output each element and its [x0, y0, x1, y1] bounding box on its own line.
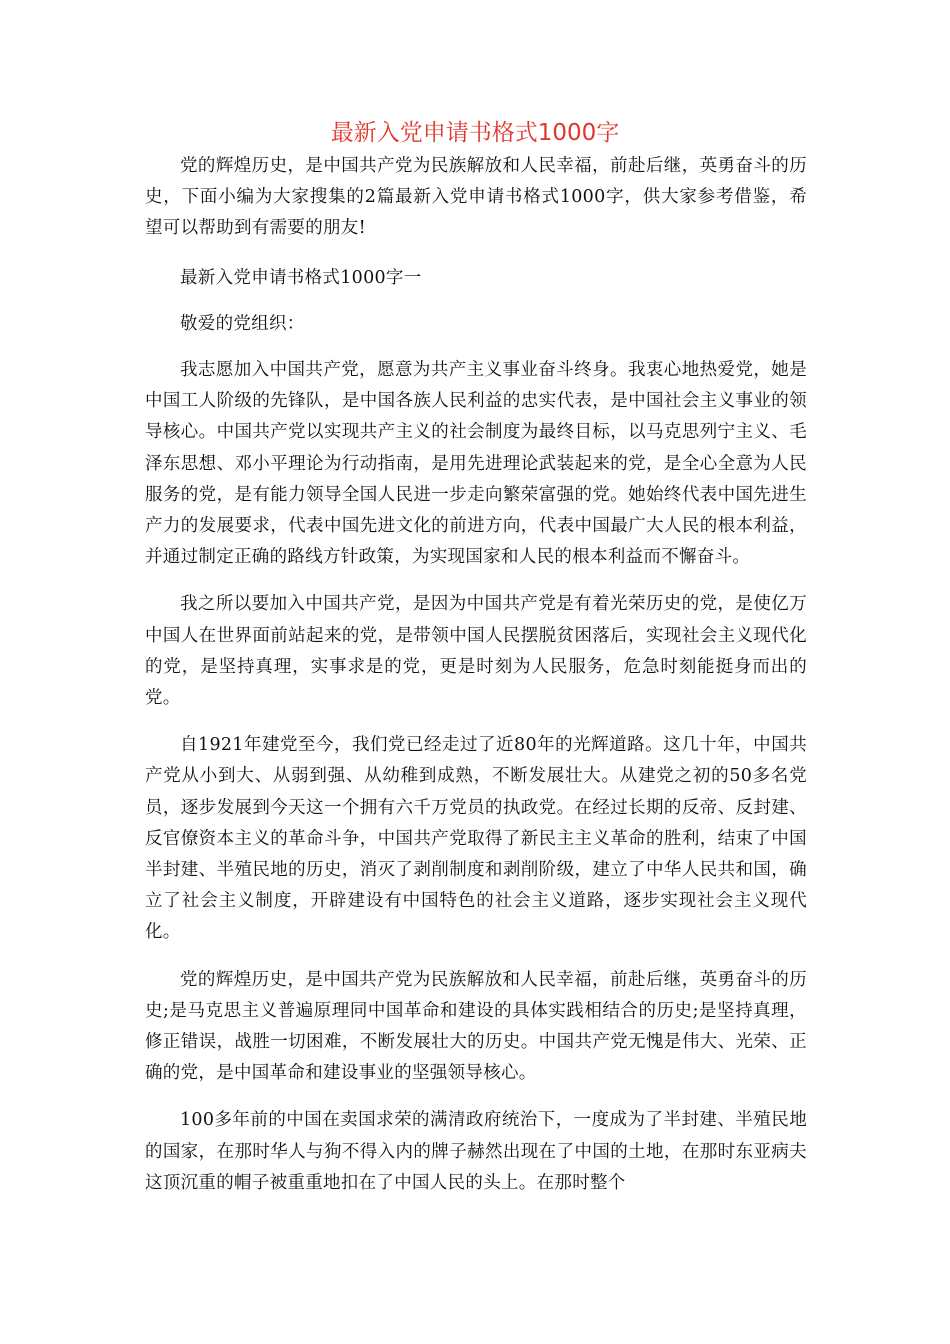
document-body [145, 151, 807, 1215]
salutation: 敬爱的党组织： [180, 313, 305, 334]
body-paragraph: 党的辉煌历史，是中国共产党为民族解放和人民幸福，前赴后继，英勇奋斗的历史;是马克思主义普遍原理同中国革命和建设的具体实践相结合的历史;是坚持真理，修正错误，战胜一切困难，不断发展壮大的历史。中国共产党无愧是伟大、光荣、正确的党，是中国革命和建设事业的坚强领导核心。 [145, 969, 807, 1084]
body-paragraph: 我志愿加入中国共产党，愿意为共产主义事业奋斗终身。我衷心地热爱党，她是中国工人阶级的先锋队，是中国各族人民利益的忠实代表，是中国社会主义事业的领导核心。中国共产党以实现共产主义的社会制度为最终目标，以马克思列宁主义、毛泽东思想、邓小平理论为行动指南，是用先进理论武装起来的党，是全心全意为人民服务的党，是有能力领导全国人民进一步走向繁荣富强的党。她始终代表中国先进生产力的发展要求，代表中国先进文化的前进方向，代表中国最广大人民的根本利益，并通过制定正确的路线方针政策，为实现国家和人民的根本利益而不懈奋斗。 [145, 360, 807, 568]
section-heading: 最新入党申请书格式1000字一 [180, 267, 422, 288]
body-paragraph: 自1921年建党至今，我们党已经走过了近80年的光辉道路。这几十年，中国共产党从小到大、从弱到强、从幼稚到成熟，不断发展壮大。从建党之初的50多名党员，逐步发展到今天这一个拥有六千万党员的执政党。在经过长期的反帝、反封建、反官僚资本主义的革命斗争，中国共产党取得了新民主主义革命的胜利，结束了中国半封建、半殖民地的历史，消灭了剥削制度和剥削阶级，建立了中华人民共和国，确立了社会主义制度，开辟建设有中国特色的社会主义道路，逐步实现社会主义现代化。 [145, 735, 807, 943]
document-title: 最新入党申请书格式1000字 [330, 120, 620, 146]
body-paragraph: 100多年前的中国在卖国求荣的满清政府统治下，一度成为了半封建、半殖民地的国家，在那时华人与狗不得入内的牌子赫然出现在了中国的土地，在那时东亚病夫这顶沉重的帽子被重重地扣在了中国人民的头上。在那时整个 [145, 1110, 807, 1193]
intro-paragraph: 党的辉煌历史，是中国共产党为民族解放和人民幸福，前赴后继，英勇奋斗的历史，下面小编为大家搜集的2篇最新入党申请书格式1000字，供大家参考借鉴，希望可以帮助到有需要的朋友! [145, 156, 807, 239]
body-paragraph: 我之所以要加入中国共产党，是因为中国共产党是有着光荣历史的党，是使亿万中国人在世界面前站起来的党，是带领中国人民摆脱贫困落后，实现社会主义现代化的党，是坚持真理，实事求是的党，更是时刻为人民服务，危急时刻能挺身而出的党。 [145, 594, 807, 709]
